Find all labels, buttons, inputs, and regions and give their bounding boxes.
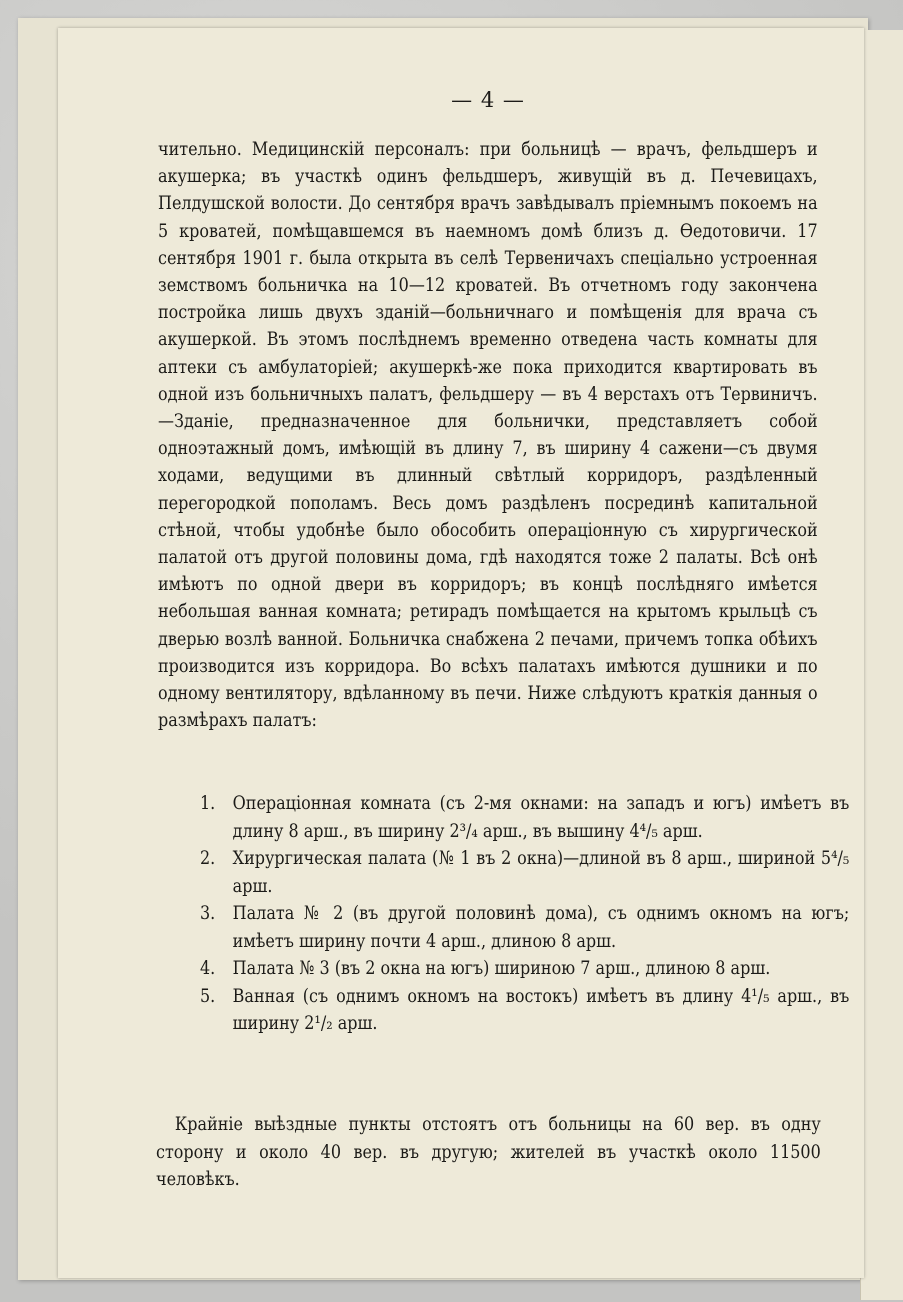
- list-item-text: Ванная (съ однимъ окномъ на востокъ) имѣетъ въ длину 4¹/₅ арш., въ ширину 2¹/₂ арш.: [232, 985, 850, 1034]
- closing-paragraph: Крайніе выѣздные пункты отстоятъ отъ больницы на 60 вер. въ одну сторону и около 40 вер. въ другую; жителей въ участкѣ около 11500 человѣкъ.: [156, 1114, 821, 1190]
- list-item-text: Хирургическая палата (№ 1 въ 2 окна)—длиной въ 8 арш., шириной 5⁴/₅ арш.: [232, 848, 850, 897]
- document-page: [58, 28, 864, 1278]
- list-item-number: 5.: [200, 985, 216, 1007]
- list-item-number: 1.: [200, 793, 216, 814]
- list-item-text: Палата № 2 (въ другой половинѣ дома), съ однимъ окномъ на югъ; имѣетъ ширину почти 4 арш., длиною 8 арш.: [232, 903, 850, 952]
- list-item-text: Палата № 3 (въ 2 окна на югъ) шириною 7 арш., длиною 8 арш.: [232, 958, 771, 979]
- page-number: — 4 —: [451, 88, 525, 112]
- body-paragraph-text: чительно. Медицинскій персоналъ: при больницѣ — врачъ, фельдшеръ и акушерка; въ участкѣ одинъ фельдшеръ, живущій въ д. Печевицахъ, Пелдушской волости. До сентября врачъ завѣдывалъ пріемнымъ покоемъ на 5 кроватей, помѣщавшемся въ наемномъ домѣ близъ д. Ѳедотовичи. 17 сентября 1901 г. была открыта въ селѣ Тервеничахъ спеціально устроенная земствомъ больничка на 10—12 кроватей. Въ отчетномъ году закончена постройка лишь двухъ зданій—больничнаго и помѣщенія для врача съ акушеркой. Въ этомъ послѣднемъ временно отведена часть комнаты для аптеки съ амбулаторіей; акушеркѣ-же пока приходится квартировать въ одной изъ больничныхъ палатъ, фельдшеру — въ 4 верстахъ отъ Тервиничъ.—Зданіе, предназначенное для больнички, представляетъ собой одноэтажный домъ, имѣющій въ длину 7, въ ширину 4 сажени—съ двумя ходами, ведущими въ длинный свѣтлый корридоръ, раздѣленный перегородкой пополамъ. Весь домъ раздѣленъ посрединѣ капитальной стѣной, чтобы удобнѣе было обособить операціонную съ хирургической палатой отъ другой половины дома, гдѣ находятся тоже 2 палаты. Всѣ онѣ имѣютъ по одной двери въ корридоръ; въ концѣ послѣдняго имѣется небольшая ванная комната; ретирадъ помѣщается на крытомъ крыльцѣ съ дверью возлѣ ванной. Больничка снабжена 2 печами, причемъ топка обѣихъ производится изъ корридора. Во всѣхъ палатахъ имѣются душники и по одному вентилятору, вдѣланному въ печи. Ниже слѣдуютъ краткія данныя о размѣрахъ палатъ:: [158, 139, 818, 732]
- list-item-number: 2.: [200, 848, 216, 869]
- list-item: [200, 900, 849, 955]
- list-item: [200, 790, 849, 845]
- list-item: [200, 983, 849, 1038]
- list-item-number: 4.: [200, 958, 216, 979]
- list-item: [200, 845, 849, 900]
- list-item-text: Операціонная комната (съ 2-мя окнами: на западъ и югъ) имѣетъ въ длину 8 арш., въ ширину 2³/₄ арш., въ вышину 4⁴/₅ арш.: [232, 793, 850, 842]
- list-item: [200, 955, 849, 983]
- adjacent-sheet: [860, 30, 903, 1300]
- list-item-number: 3.: [200, 903, 216, 924]
- body-paragraph: [158, 136, 818, 734]
- rooms-list: [200, 790, 849, 1038]
